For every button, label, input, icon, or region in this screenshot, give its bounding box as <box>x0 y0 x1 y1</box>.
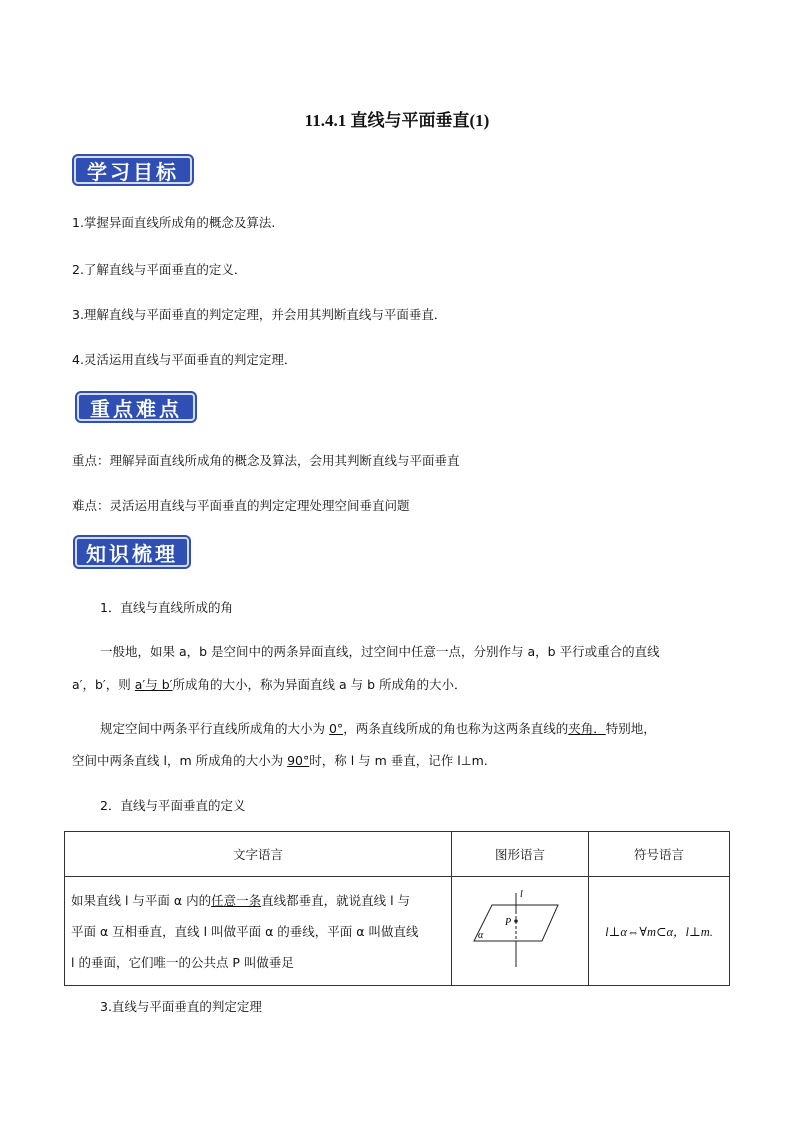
p2-line1-b: ，两条直线所成的角也称为这两条直线的 <box>343 721 569 736</box>
p1-line2-start: a′，b′，则 <box>72 677 135 692</box>
line-perpendicular-plane-figure <box>460 885 580 975</box>
foot-point-p <box>514 919 518 923</box>
def-line-2: 平面 α 互相垂直，直线 l 叫做平面 α 的垂线，平面 α 叫做直线 <box>71 923 419 939</box>
objective-4: 4.灵活运用直线与平面垂直的判定定理． <box>72 352 297 367</box>
p1-line2-end: 所成角的大小，称为异面直线 a 与 b 所成角的大小． <box>172 677 467 692</box>
objective-1: 1.掌握异面直线所成角的概念及算法. <box>72 215 276 230</box>
section3-heading: 3.直线与平面垂直的判定定理 <box>100 999 262 1014</box>
def-line-1 <box>71 885 445 916</box>
section1-p2-line1 <box>100 719 656 737</box>
section1-p1-line1: 一般地，如果 a，b 是空间中的两条异面直线，过空间中任意一点，分别作与 a，b 平行或重合的直线 <box>100 644 660 659</box>
header-symbol-language: 符号语言 <box>589 832 730 877</box>
p2-line1-c: 特别地， <box>605 721 656 736</box>
p1-line2-underlined: a′与 b′ <box>134 677 173 692</box>
section1-p2-line2 <box>72 751 488 769</box>
objective-2: 2.了解直线与平面垂直的定义． <box>72 262 247 277</box>
p2-line2-b: 时，称 l 与 m 垂直，记作 l⊥m. <box>309 753 488 768</box>
section2-heading: 2．直线与平面垂直的定义 <box>100 798 246 813</box>
difficult-point: 难点：灵活运用直线与平面垂直的判定定理处理空间垂直问题 <box>72 498 410 513</box>
section1-heading: 1．直线与直线所成的角 <box>100 600 233 615</box>
objectives-badge: 学习目标 <box>74 156 192 184</box>
definition-text-cell <box>65 877 452 986</box>
definition-table <box>64 831 730 986</box>
objective-3: 3.理解直线与平面垂直的判定定理，并会用其判断直线与平面垂直． <box>72 307 447 322</box>
p2-line1-angle-term: 夹角． <box>568 721 606 736</box>
header-figure-language: 图形语言 <box>452 832 589 877</box>
label-p: P <box>505 916 512 928</box>
def-line-3: l 的垂面，它们唯一的公共点 P 叫做垂足 <box>71 954 294 970</box>
def-line-1-a: 如果直线 l 与平面 α 内的 <box>71 892 212 908</box>
page-title: 11.4.1 直线与平面垂直(1) <box>304 111 490 130</box>
p2-line2-a: 空间中两条直线 l，m 所成角的大小为 <box>72 753 288 768</box>
def-line-1-b: 直线都垂直，就说直线 l 与 <box>261 892 411 908</box>
p2-line2-ninety-deg: 90° <box>287 753 310 768</box>
knowledge-badge: 知识梳理 <box>75 537 189 567</box>
definition-symbol-cell: l⊥α⇔∀m⊂α，l⊥m. <box>589 877 730 986</box>
keypoints-badge: 重点难点 <box>77 393 195 421</box>
section1-p1-line2 <box>72 675 467 693</box>
definition-figure-cell <box>452 877 589 986</box>
p2-line1-a: 规定空间中两条平行直线所成角的大小为 <box>100 721 329 736</box>
def-line-1-underlined: 任意一条 <box>211 892 262 908</box>
label-l: l <box>520 888 523 900</box>
header-text-language: 文字语言 <box>65 832 452 877</box>
p2-line1-zero-deg: 0° <box>328 721 344 736</box>
key-point: 重点：理解异面直线所成角的概念及算法，会用其判断直线与平面垂直 <box>72 453 460 468</box>
label-alpha: α <box>478 929 484 941</box>
